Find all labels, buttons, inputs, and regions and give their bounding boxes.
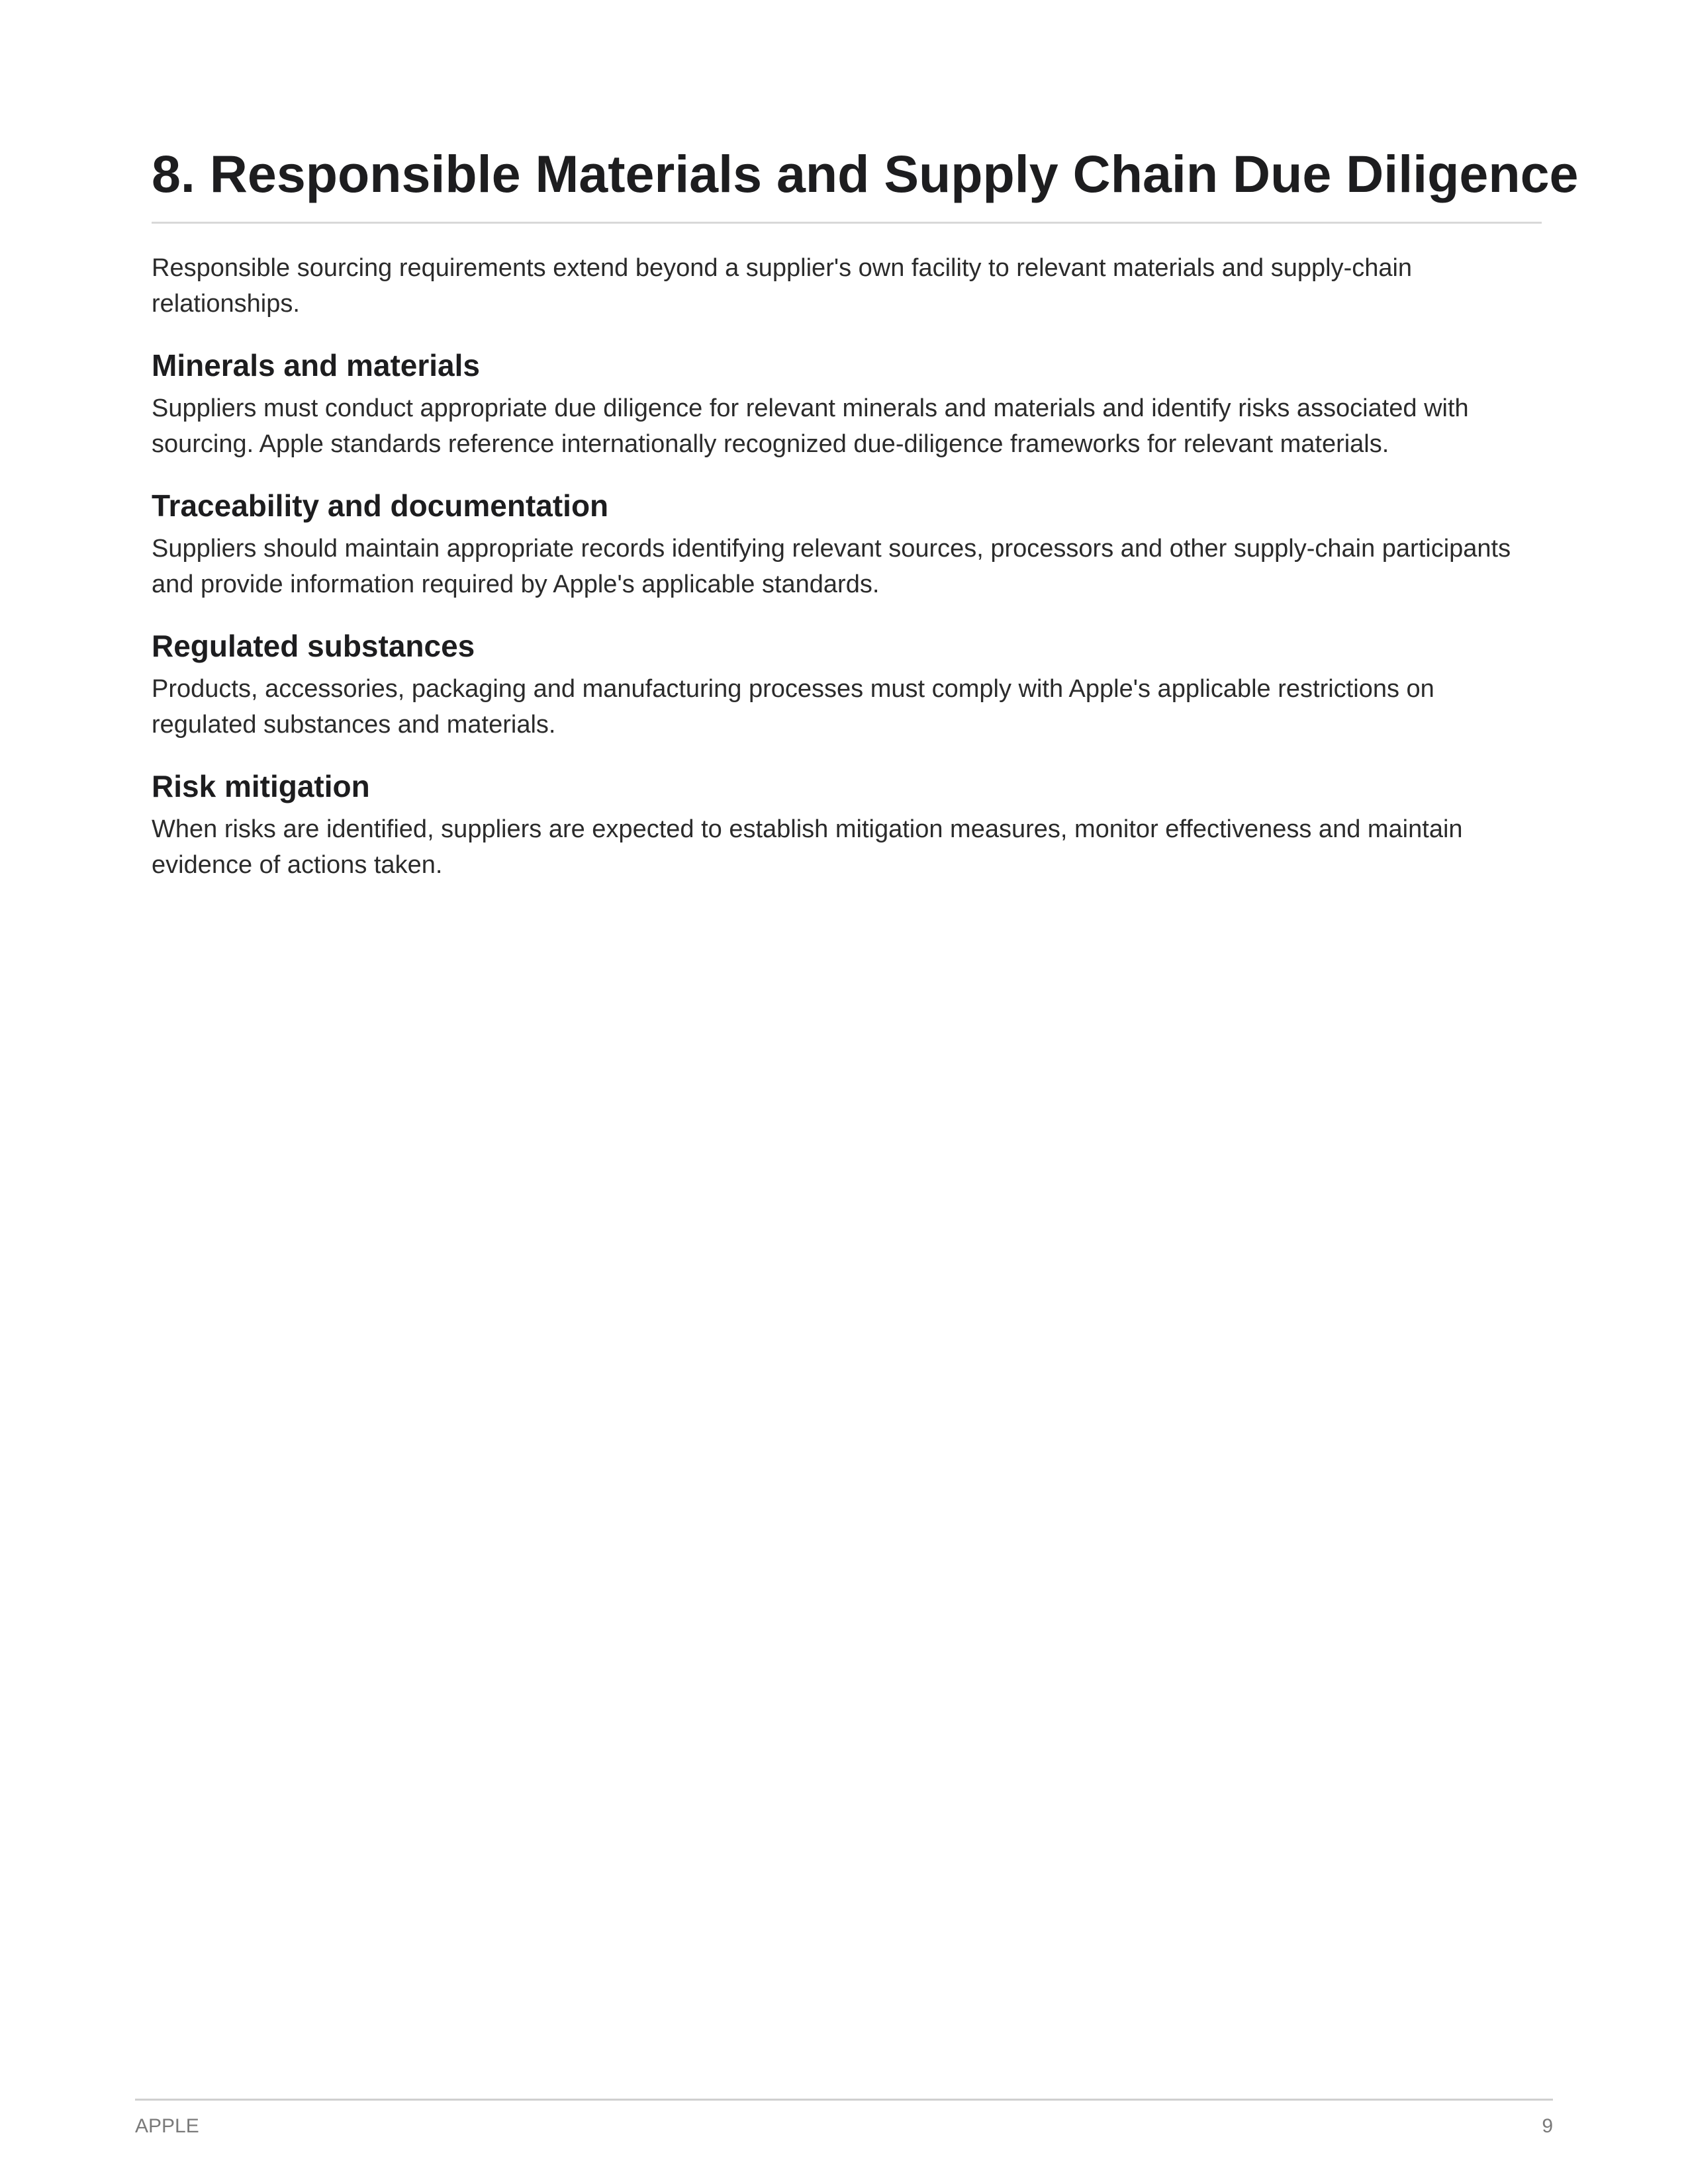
footer-brand: APPLE xyxy=(135,2115,199,2137)
section-heading: Traceability and documentation xyxy=(152,488,609,523)
section-body: Suppliers must conduct appropriate due diligence for relevant minerals and materials and identify risks associated with sourcing. Apple standards reference internationally recognized due-diligence frameworks for relevant materials. xyxy=(152,394,1469,458)
section-body: When risks are identified, suppliers are expected to establish mitigation measures, monitor effectiveness and maintain evidence of actions taken. xyxy=(152,815,1463,879)
section-risk-mitigation xyxy=(152,768,1542,883)
page-number: 9 xyxy=(1542,2115,1553,2137)
intro-paragraph: Responsible sourcing requirements extend beyond a supplier's own facility to relevant materials and supply-chain relationships. xyxy=(152,253,1413,318)
section-regulated-substances xyxy=(152,627,1542,743)
document-content xyxy=(152,144,1579,883)
page-title: 8. Responsible Materials and Supply Chain Due Diligence xyxy=(152,146,1542,224)
footer-divider xyxy=(135,2099,1553,2101)
section-body: Products, accessories, packaging and manufacturing processes must comply with Apple's applicable restrictions on regulated substances and materials. xyxy=(152,674,1434,739)
section-heading: Risk mitigation xyxy=(152,768,370,803)
section-traceability xyxy=(152,487,1542,602)
section-heading: Minerals and materials xyxy=(152,347,480,383)
section-body: Suppliers should maintain appropriate records identifying relevant sources, processors and other supply-chain participants and provide information required by Apple's applicable standards. xyxy=(152,534,1511,598)
section-minerals xyxy=(152,347,1542,462)
section-heading: Regulated substances xyxy=(152,628,475,663)
